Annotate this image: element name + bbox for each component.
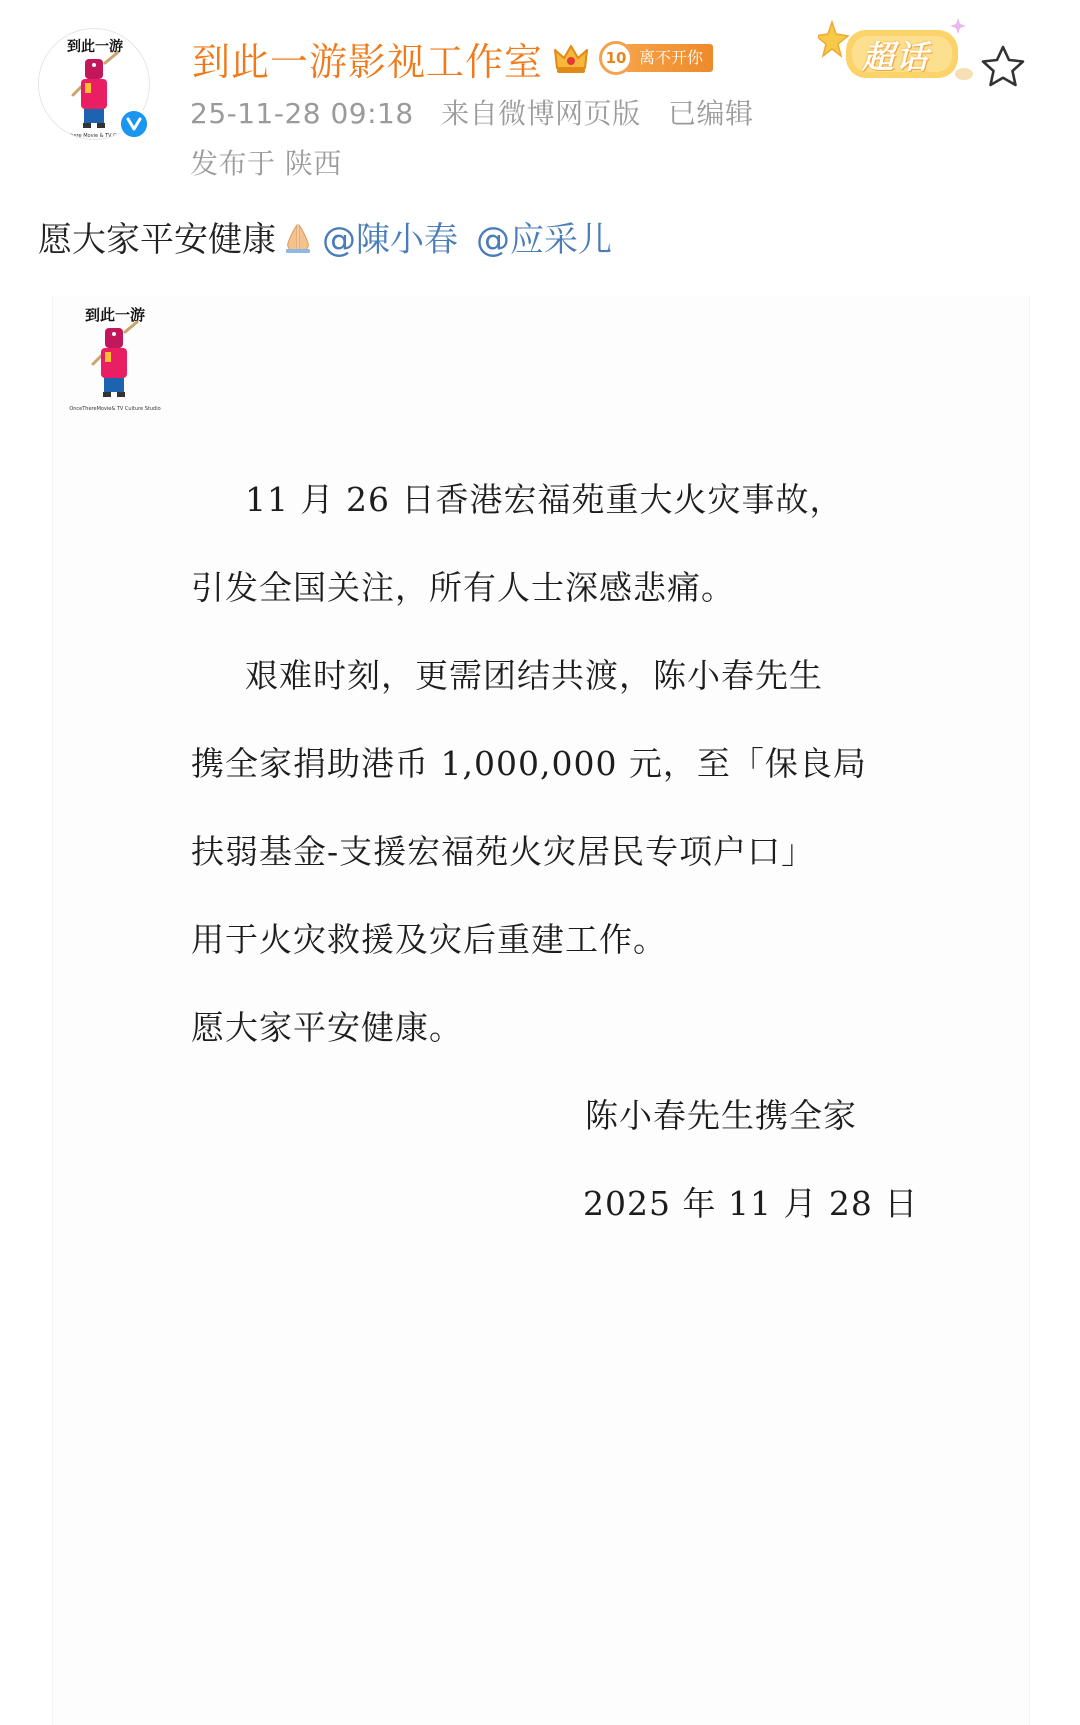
- mention-link[interactable]: @陳小春: [322, 220, 458, 260]
- letter-paragraph: 11 月 26 日香港宏福苑重大火灾事故，: [245, 480, 844, 519]
- post-edited-label[interactable]: 已编辑: [668, 97, 754, 130]
- verified-badge: [118, 108, 150, 140]
- avatar-logo-text: 到此一游: [67, 39, 123, 55]
- letter-paragraph: 愿大家平安健康。: [191, 1008, 463, 1047]
- fan-level-number: 10: [599, 41, 633, 75]
- post-meta: [190, 92, 772, 132]
- letter-date: 2025 年 11 月 28 日: [583, 1184, 919, 1223]
- fan-badge[interactable]: [599, 41, 713, 75]
- letter-paragraph: 扶弱基金-支援宏福苑火灾居民专项户口」: [191, 832, 816, 871]
- post-caption: [38, 212, 626, 261]
- studio-mascot-icon: [55, 302, 175, 422]
- svg-text:·there Movie & TV Cult: ·there Movie & TV Cult: [66, 133, 124, 139]
- post-source: 来自微博网页版: [441, 97, 641, 130]
- mention-link[interactable]: @应采儿: [476, 220, 612, 260]
- letter-paragraph: 艰难时刻，更需团结共渡，陈小春先生: [245, 656, 823, 695]
- supertopic-button[interactable]: [818, 14, 978, 94]
- letter-logo-subtext: OnceThereMovie& TV Culture Studio: [69, 406, 161, 412]
- letter-signature: 陈小春先生携全家: [585, 1096, 857, 1135]
- post-location: 发布于 陕西: [190, 147, 342, 180]
- pray-icon: [280, 219, 316, 255]
- star-outline-icon[interactable]: [978, 42, 1028, 92]
- letter-paragraph: 携全家捐助港币 1,000,000 元，至「保良局: [191, 744, 867, 783]
- supertopic-label: 超话: [862, 38, 931, 76]
- fan-badge-label: 离不开你: [625, 44, 713, 72]
- post-header: [0, 0, 1080, 200]
- letter-logo-text: 到此一游: [84, 306, 146, 324]
- author-name[interactable]: 到此一游影视工作室: [192, 39, 544, 84]
- letter-paragraph: 用于火灾救援及灾后重建工作。: [191, 920, 667, 959]
- author-name-row: [192, 30, 713, 86]
- verified-check-icon: [125, 115, 143, 133]
- attached-letter-image[interactable]: [52, 296, 1030, 1725]
- letter-paragraph: 引发全国关注，所有人士深感悲痛。: [191, 568, 735, 607]
- crown-icon[interactable]: [551, 38, 591, 78]
- caption-text: 愿大家平安健康: [38, 220, 276, 260]
- post-timestamp: 25-11-28 09:18: [190, 97, 414, 130]
- letter-logo: [55, 302, 175, 422]
